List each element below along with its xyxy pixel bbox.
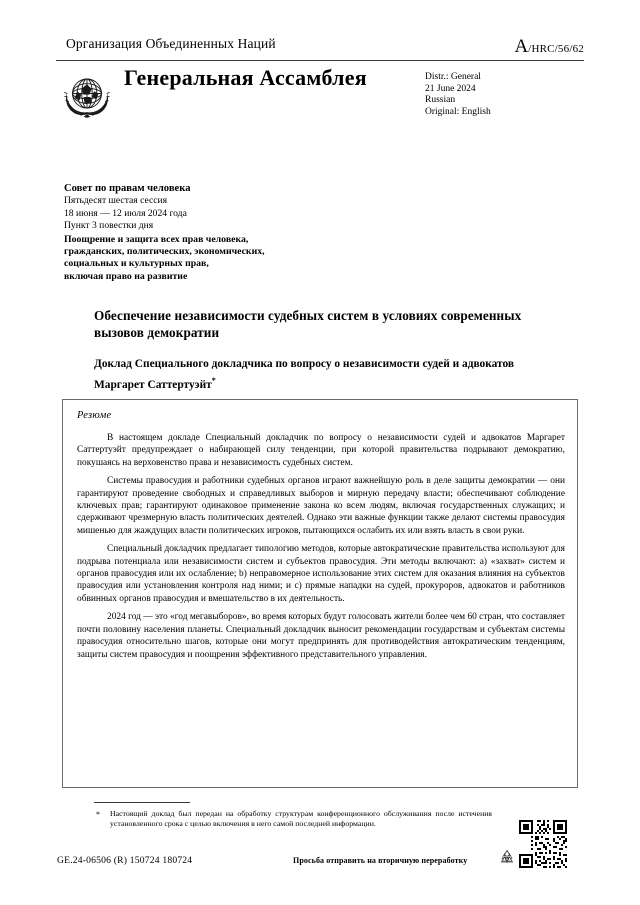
council-dates: 18 июня — 12 июля 2024 года — [64, 207, 187, 219]
agenda-title-line-1: Поощрение и защита всех прав человека, — [64, 233, 249, 245]
distribution-date: 21 June 2024 — [425, 83, 476, 94]
document-symbol — [514, 37, 584, 57]
recycle-notice: Просьба отправить на вторичную переработку — [293, 856, 468, 865]
summary-paragraph: 2024 год — это «год мегавыборов», во время которых будут голосовать жители более чем 60 стран, что составляет почти половину населения планеты. Специальный докладчик выносит рекомендации государствам и субъектам системы правосудия относительно шагов, которые они могут предпринять для противодействия автократическим тенденциям, защиты систем правосудия и поощрения эффективного представительного управления. — [77, 612, 565, 660]
agenda-title-line-2: гражданских, политических, экономических, — [64, 246, 265, 258]
summary-paragraph: В настоящем докладе Специальный докладчик по вопросу о независимости судей и адвокатов Маргарет Саттертуэйт предупреждает о набирающей силу тенденции, при которой правительства подрывают демократию, покушаясь на верховенство права и независимость судебных систем. — [77, 433, 565, 468]
footnote-divider — [94, 802, 190, 803]
footnote-text: Настоящий доклад был передан на обработку структурам конференционного обслуживания после истечения установленного срока с целью включения в него самой последней информации. — [110, 809, 492, 829]
masthead-top-row — [56, 36, 584, 60]
job-number: GE.24-06506 (R) 150724 180724 — [57, 855, 193, 866]
distribution-block — [425, 72, 491, 118]
qr-code-icon — [517, 818, 569, 870]
report-subtitle-text: Доклад Специального докладчика по вопросу о независимости судей и адвокатов Маргарет Саттертуэйт — [94, 358, 515, 391]
distribution-type: Distr.: General — [425, 72, 481, 82]
page-title: Обеспечение независимости судебных систем в условиях современных вызовов демократии — [94, 308, 522, 340]
un-emblem-icon — [58, 67, 116, 127]
council-block — [64, 183, 464, 283]
distribution-original: Original: English — [425, 106, 491, 117]
masthead — [56, 36, 584, 60]
council-session: Пятьдесят шестая сессия — [64, 195, 168, 207]
agenda-title-line-4: включая право на развитие — [64, 270, 188, 282]
organization-name: Организация Объединенных Наций — [66, 36, 276, 51]
report-subtitle — [94, 357, 534, 393]
body-name: Генеральная Ассамблея — [124, 65, 367, 90]
agenda-title-line-3: социальных и культурных прав, — [64, 258, 209, 270]
summary-paragraph: Системы правосудия и работники судебных органов играют важнейшую роль в деле защиты демократии — они гарантируют проведение свободных и справедливых выборов и мирную передачу власти; обеспечивают соблюдение ключевых прав; гарантируют одинаковое применение закона ко всем людям, включая государственных служащих; и сдерживают чрезмерную власть политических деятелей. Однако эти важные функции также делают системы правосудия мишенью для жаждущих власти политических игроков, пытающихся ослабить их или взять власть в свои руки. — [77, 476, 565, 536]
council-agenda-item: Пункт 3 повестки дня — [64, 220, 154, 232]
summary-body — [77, 432, 565, 667]
footnote-mark: * — [96, 810, 100, 819]
distribution-language: Russian — [425, 95, 456, 106]
council-name: Совет по правам человека — [64, 183, 191, 194]
masthead-divider — [56, 60, 584, 61]
document-symbol-prefix: A — [514, 36, 529, 57]
footnote — [96, 809, 492, 830]
report-subtitle-footnote-mark: * — [211, 375, 216, 385]
document-symbol-rest: /HRC/56/62 — [528, 43, 584, 55]
recycle-icon — [497, 847, 517, 867]
summary-box — [62, 399, 578, 788]
summary-heading: Резюме — [77, 410, 112, 421]
summary-paragraph: Специальный докладчик предлагает типологию методов, которые автократические правительства используют для подрыва потенциала или независимости систем и субъектов правосудия. Эти методы включают: a) «захват» систем и органов правосудия или их ослабление; b) неправомерное использование этих систем для оказания влияния на субъектов правосудия или установления контроля над ними; и c) прямые нападки на судей, прокуроров, адвокатов и работников обвинных органов правосудия и вмешательство в их деятельность. — [77, 544, 565, 604]
